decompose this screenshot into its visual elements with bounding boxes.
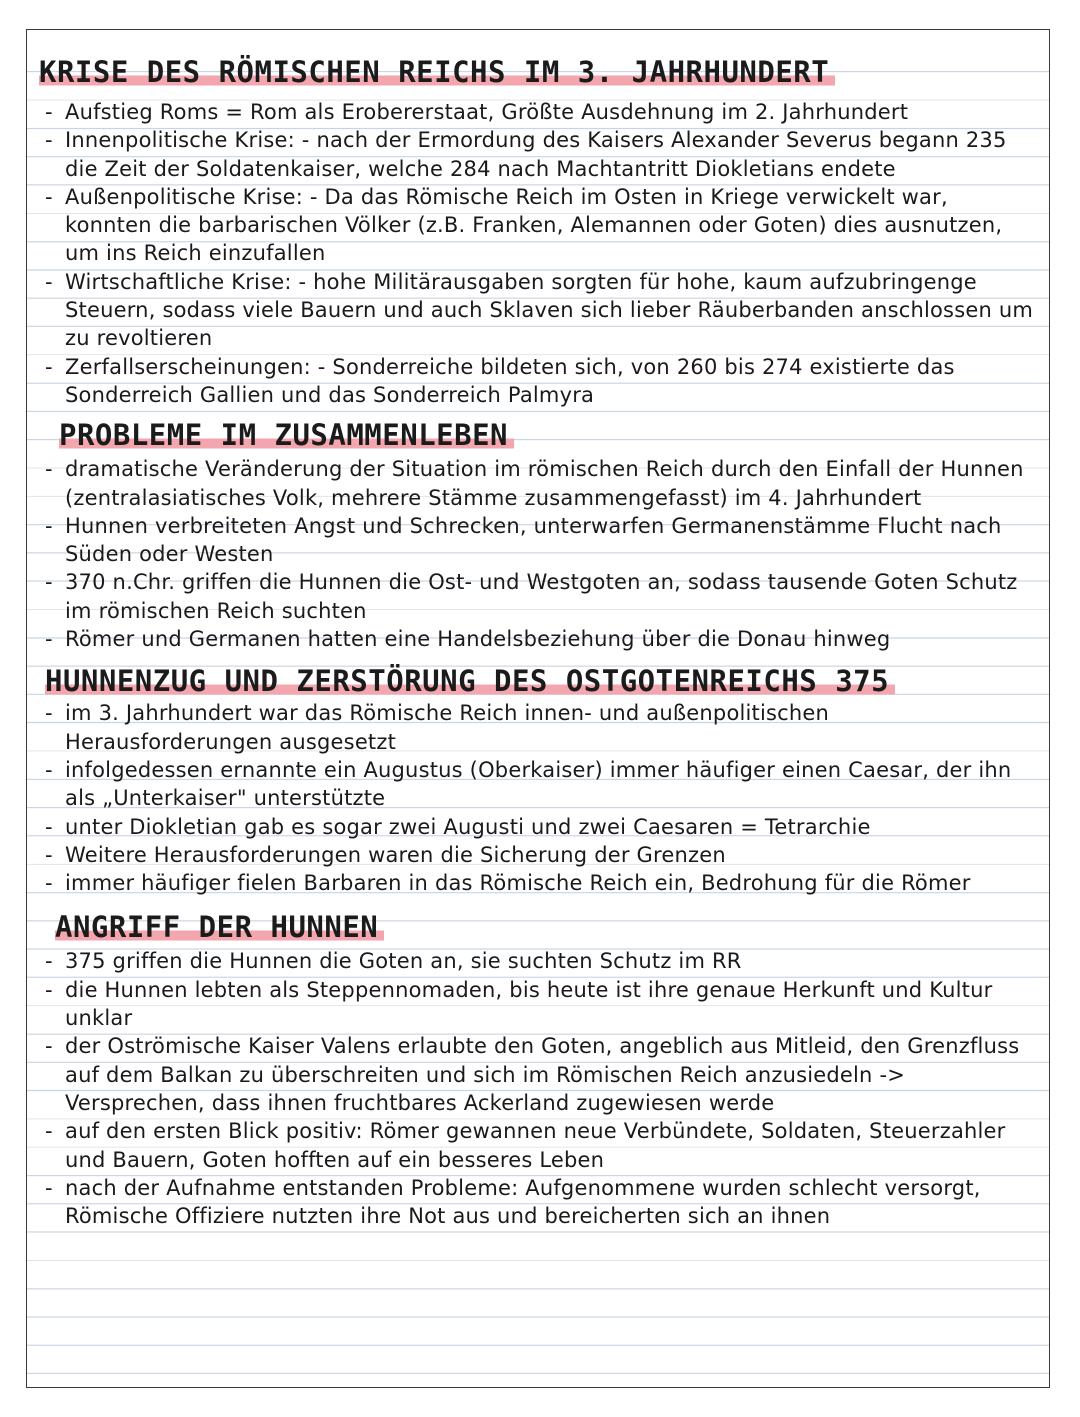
bullet-list: [39, 947, 1039, 1230]
section-heading: KRISE DES RÖMISCHEN REICHS IM 3. JAHRHUNDERT: [39, 54, 835, 90]
list-item: - im 3. Jahrhundert war das Römische Reich innen- und außenpolitischen Herausforderungen ausgesetzt: [39, 699, 1039, 756]
section-angriff: [39, 909, 1039, 1230]
list-item: - infolgedessen ernannte ein Augustus (Oberkaiser) immer häufiger einen Caesar, der ihn als „Unterkaiser" unterstützte: [39, 756, 1039, 813]
list-item: - auf den ersten Blick positiv: Römer gewannen neue Verbündete, Soldaten, Steuerzahler und Bauern, Goten hofften auf ein besseres Leben: [39, 1117, 1039, 1174]
list-item: - nach der Aufnahme entstanden Probleme: Aufgenommene wurden schlecht versorgt, Römische Offiziere nutzten ihre Not aus und bereicherten sich an ihnen: [39, 1174, 1039, 1231]
list-item: - Römer und Germanen hatten eine Handelsbeziehung über die Donau hinweg: [39, 625, 1039, 653]
section-hunnenzug: [39, 663, 1039, 897]
list-item: - Außenpolitische Krise: - Da das Römische Reich im Osten in Kriege verwickelt war, konnten die barbarischen Völker (z.B. Franken, Alemannen oder Goten) dies ausnutzen, um ins Reich einzufallen: [39, 183, 1039, 268]
list-item: - Innenpolitische Krise: - nach der Ermordung des Kaisers Alexander Severus begann 235 die Zeit der Soldatenkaiser, welche 284 nach Machtantritt Diokletians endete: [39, 126, 1039, 183]
list-item: - immer häufiger fielen Barbaren in das Römische Reich ein, Bedrohung für die Römer: [39, 869, 1039, 897]
section-krise: [39, 54, 1039, 409]
list-item: - Wirtschaftliche Krise: - hohe Militärausgaben sorgten für hohe, kaum aufzubringenge Steuern, sodass viele Bauern und auch Sklaven sich lieber Räuberbanden anschlossen um zu revoltieren: [39, 268, 1039, 353]
section-probleme: [39, 417, 1039, 653]
list-item: - Zerfallserscheinungen: - Sonderreiche bildeten sich, von 260 bis 274 existierte das Sonderreich Gallien und das Sonderreich Palmyra: [39, 353, 1039, 410]
list-item: - Weitere Herausforderungen waren die Sicherung der Grenzen: [39, 841, 1039, 869]
list-item: - unter Diokletian gab es sogar zwei Augusti und zwei Caesaren = Tetrarchie: [39, 813, 1039, 841]
list-item: - der Oströmische Kaiser Valens erlaubte den Goten, angeblich aus Mitleid, den Grenzfluss auf dem Balkan zu überschreiten und sich im Römischen Reich anzusiedeln -> Versprechen, dass ihnen fruchtbares Ackerland zugewiesen werde: [39, 1032, 1039, 1117]
section-heading: ANGRIFF DER HUNNEN: [55, 909, 384, 945]
list-item: - die Hunnen lebten als Steppennomaden, bis heute ist ihre genaue Herkunft und Kultur unklar: [39, 976, 1039, 1033]
list-item: - 370 n.Chr. griffen die Hunnen die Ost- und Westgoten an, sodass tausende Goten Schutz im römischen Reich suchten: [39, 568, 1039, 625]
list-item: - Hunnen verbreiteten Angst und Schrecken, unterwarfen Germanenstämme Flucht nach Süden oder Westen: [39, 512, 1039, 569]
list-item: - 375 griffen die Hunnen die Goten an, sie suchten Schutz im RR: [39, 947, 1039, 975]
list-item: - Aufstieg Roms = Rom als Erobererstaat, Größte Ausdehnung im 2. Jahrhundert: [39, 98, 1039, 126]
section-heading: PROBLEME IM ZUSAMMENLEBEN: [59, 417, 514, 453]
notebook-page: [26, 29, 1050, 1388]
section-heading: HUNNENZUG UND ZERSTÖRUNG DES OSTGOTENREICHS 375: [45, 663, 895, 699]
bullet-list: [39, 98, 1039, 409]
bullet-list: [39, 699, 1039, 897]
notes-content: [39, 54, 1039, 1230]
bullet-list: [39, 455, 1039, 653]
list-item: - dramatische Veränderung der Situation im römischen Reich durch den Einfall der Hunnen (zentralasiatisches Volk, mehrere Stämme zusammengefasst) im 4. Jahrhundert: [39, 455, 1039, 512]
